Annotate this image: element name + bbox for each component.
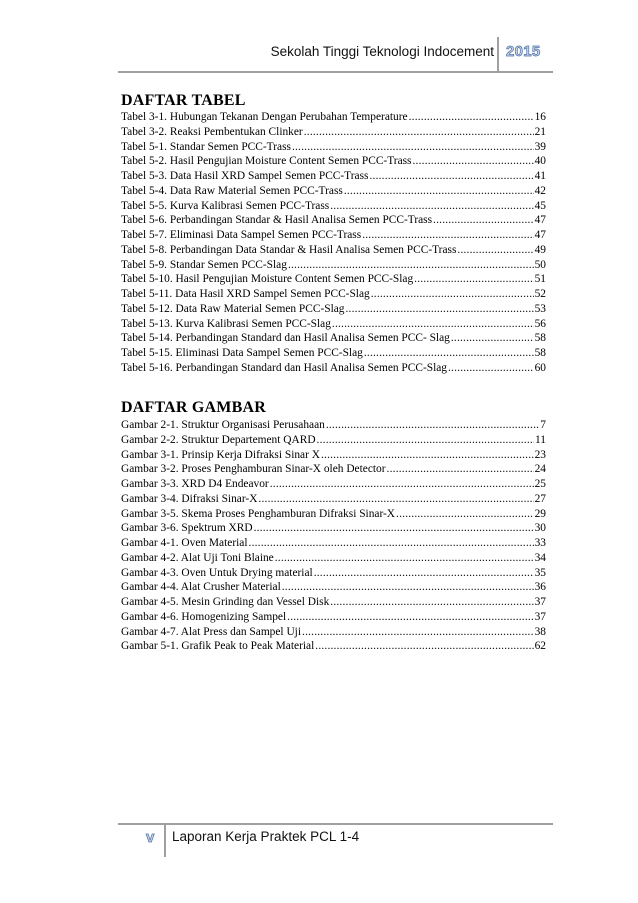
figures-list xyxy=(121,418,546,654)
toc-entry-page: 21 xyxy=(534,125,546,138)
toc-entry-label: Tabel 5-14. Perbandingan Standard dan Hasil Analisa Semen PCC- Slag xyxy=(121,332,450,345)
tables-list xyxy=(121,110,546,376)
toc-entry-page: 49 xyxy=(534,243,546,256)
toc-entry-label: Gambar 3-4. Difraksi Sinar-X xyxy=(121,492,258,505)
table-toc-entry[interactable] xyxy=(121,317,546,332)
toc-entry-label: Gambar 3-5. Skema Proses Penghamburan Difraksi Sinar-X xyxy=(121,507,396,520)
table-toc-entry[interactable] xyxy=(121,125,546,140)
toc-dot-leader xyxy=(258,492,533,507)
figure-toc-entry[interactable] xyxy=(121,521,546,536)
toc-dot-leader xyxy=(396,507,534,522)
toc-entry-label: Tabel 3-2. Reaksi Pembentukan Clinker xyxy=(121,125,303,138)
figure-toc-entry[interactable] xyxy=(121,536,546,551)
footer-divider xyxy=(164,823,166,857)
figure-toc-entry[interactable] xyxy=(121,492,546,507)
toc-entry-page: 58 xyxy=(534,332,546,345)
header-title: Sekolah Tinggi Teknologi Indocement xyxy=(270,44,494,59)
toc-dot-leader xyxy=(371,287,534,302)
toc-entry-label: Tabel 5-11. Data Hasil XRD Sampel Semen PCC-Slag xyxy=(121,288,370,300)
table-toc-entry[interactable] xyxy=(121,258,546,273)
toc-entry-label: Tabel 5-1. Standar Semen PCC-Trass xyxy=(121,140,291,153)
toc-entry-label: Tabel 5-15. Eliminasi Data Sampel Semen PCC-Slag xyxy=(121,347,363,359)
figure-toc-entry[interactable] xyxy=(121,477,546,492)
toc-entry-label: Gambar 3-3. XRD D4 Endeavor xyxy=(121,478,269,490)
tables-section-title: DAFTAR TABEL xyxy=(121,92,246,109)
table-toc-entry[interactable] xyxy=(121,243,546,258)
toc-entry-label: Tabel 5-10. Hasil Pengujian Moisture Content Semen PCC-Slag xyxy=(121,273,414,286)
toc-entry-label: Tabel 5-8. Perbandingan Data Standar & Hasil Analisa Semen PCC-Trass xyxy=(121,243,457,256)
table-toc-entry[interactable] xyxy=(121,346,546,361)
figure-toc-entry[interactable] xyxy=(121,551,546,566)
toc-dot-leader xyxy=(346,302,534,317)
toc-entry-label: Gambar 5-1. Grafik Peak to Peak Material xyxy=(121,640,315,653)
toc-entry-label: Gambar 4-1. Oven Material xyxy=(121,537,248,549)
toc-dot-leader xyxy=(344,184,534,199)
toc-entry-label: Gambar 4-5. Mesin Grinding dan Vessel Disk xyxy=(121,596,330,608)
toc-entry-page: 58 xyxy=(534,347,546,359)
toc-dot-leader xyxy=(332,317,534,332)
toc-dot-leader xyxy=(409,110,534,125)
toc-entry-label: Tabel 5-16. Perbandingan Standard dan Hasil Analisa Semen PCC-Slag xyxy=(121,361,447,374)
toc-entry-page: 45 xyxy=(534,199,546,212)
toc-dot-leader xyxy=(292,140,534,155)
toc-dot-leader xyxy=(364,346,534,361)
toc-dot-leader xyxy=(314,566,534,581)
toc-entry-label: Tabel 5-6. Perbandingan Standar & Hasil Analisa Semen PCC-Trass xyxy=(121,214,433,227)
toc-entry-page: 33 xyxy=(534,537,546,549)
toc-entry-label: Gambar 3-1. Prinsip Kerja Difraksi Sinar X xyxy=(121,448,320,461)
toc-entry-page: 29 xyxy=(534,507,546,520)
figure-toc-entry[interactable] xyxy=(121,566,546,581)
toc-entry-page: 53 xyxy=(534,302,546,315)
toc-dot-leader xyxy=(254,521,534,536)
figure-toc-entry[interactable] xyxy=(121,580,546,595)
figure-toc-entry[interactable] xyxy=(121,448,546,463)
toc-dot-leader xyxy=(413,154,534,169)
toc-entry-page: 50 xyxy=(534,258,546,271)
figure-toc-entry[interactable] xyxy=(121,625,546,640)
table-toc-entry[interactable] xyxy=(121,213,546,228)
table-toc-entry[interactable] xyxy=(121,110,546,125)
toc-entry-page: 11 xyxy=(535,433,546,446)
toc-entry-page: 24 xyxy=(534,463,546,476)
toc-dot-leader xyxy=(282,580,534,595)
toc-dot-leader xyxy=(326,418,539,433)
toc-dot-leader xyxy=(414,272,533,287)
table-toc-entry[interactable] xyxy=(121,272,546,287)
toc-entry-page: 52 xyxy=(534,288,546,300)
toc-entry-label: Tabel 5-12. Data Raw Material Semen PCC-Slag xyxy=(121,302,345,315)
figure-toc-entry[interactable] xyxy=(121,418,546,433)
toc-dot-leader xyxy=(249,536,534,551)
figures-section-title: DAFTAR GAMBAR xyxy=(121,399,266,416)
toc-entry-label: Tabel 3-1. Hubungan Tekanan Dengan Perubahan Temperature xyxy=(121,111,408,123)
header-year: 2015 xyxy=(506,43,541,60)
toc-entry-page: 34 xyxy=(534,551,546,564)
figure-toc-entry[interactable] xyxy=(121,433,546,448)
table-toc-entry[interactable] xyxy=(121,361,546,376)
toc-dot-leader xyxy=(457,243,533,258)
toc-dot-leader xyxy=(302,625,534,640)
table-toc-entry[interactable] xyxy=(121,184,546,199)
toc-dot-leader xyxy=(369,169,533,184)
toc-entry-page: 42 xyxy=(534,184,546,197)
footer-rule xyxy=(118,823,553,825)
toc-dot-leader xyxy=(451,331,534,346)
toc-entry-label: Gambar 2-1. Struktur Organisasi Perusahaan xyxy=(121,419,325,431)
table-toc-entry[interactable] xyxy=(121,302,546,317)
toc-dot-leader xyxy=(288,258,534,273)
toc-entry-page: 23 xyxy=(534,448,546,461)
figure-toc-entry[interactable] xyxy=(121,507,546,522)
toc-entry-page: 47 xyxy=(534,229,546,241)
toc-dot-leader xyxy=(315,639,533,654)
footer-page-number: v xyxy=(146,829,155,846)
toc-entry-label: Tabel 5-2. Hasil Pengujian Moisture Content Semen PCC-Trass xyxy=(121,155,412,168)
toc-entry-page: 62 xyxy=(534,640,546,653)
toc-entry-label: Tabel 5-9. Standar Semen PCC-Slag xyxy=(121,258,287,271)
toc-entry-label: Gambar 3-6. Spektrum XRD xyxy=(121,522,253,535)
toc-dot-leader xyxy=(270,477,534,492)
page-header xyxy=(0,37,638,71)
toc-entry-label: Gambar 4-2. Alat Uji Toni Blaine xyxy=(121,551,274,564)
toc-dot-leader xyxy=(448,361,534,376)
figure-toc-entry[interactable] xyxy=(121,639,546,654)
toc-dot-leader xyxy=(287,610,533,625)
toc-entry-label: Gambar 4-4. Alat Crusher Material xyxy=(121,581,281,594)
table-toc-entry[interactable] xyxy=(121,331,546,346)
toc-entry-label: Gambar 4-3. Oven Untuk Drying material xyxy=(121,566,313,579)
toc-entry-page: 16 xyxy=(534,111,546,123)
toc-dot-leader xyxy=(330,595,533,610)
toc-entry-label: Tabel 5-7. Eliminasi Data Sampel Semen PCC-Trass xyxy=(121,229,362,241)
toc-entry-page: 7 xyxy=(540,419,546,431)
toc-entry-page: 37 xyxy=(534,610,546,623)
toc-dot-leader xyxy=(275,551,534,566)
figure-toc-entry[interactable] xyxy=(121,610,546,625)
toc-entry-page: 56 xyxy=(534,317,546,330)
table-toc-entry[interactable] xyxy=(121,228,546,243)
toc-dot-leader xyxy=(433,213,534,228)
table-toc-entry[interactable] xyxy=(121,140,546,155)
toc-dot-leader xyxy=(321,448,534,463)
toc-entry-page: 40 xyxy=(534,155,546,168)
figure-toc-entry[interactable] xyxy=(121,462,546,477)
toc-dot-leader xyxy=(317,433,534,448)
footer-title: Laporan Kerja Praktek PCL 1-4 xyxy=(172,829,360,844)
toc-entry-label: Gambar 3-2. Proses Penghamburan Sinar-X oleh Detector xyxy=(121,463,386,476)
toc-entry-label: Gambar 4-7. Alat Press dan Sampel Uji xyxy=(121,625,302,638)
header-divider xyxy=(497,37,499,71)
toc-entry-page: 47 xyxy=(534,214,546,227)
toc-entry-page: 60 xyxy=(534,361,546,374)
toc-entry-page: 51 xyxy=(534,273,546,286)
figure-toc-entry[interactable] xyxy=(121,595,546,610)
toc-entry-page: 30 xyxy=(534,522,546,535)
toc-entry-page: 25 xyxy=(534,478,546,490)
toc-dot-leader xyxy=(362,228,533,243)
toc-entry-page: 37 xyxy=(534,596,546,608)
table-toc-entry[interactable] xyxy=(121,287,546,302)
toc-entry-label: Tabel 5-5. Kurva Kalibrasi Semen PCC-Trass xyxy=(121,199,330,212)
table-toc-entry[interactable] xyxy=(121,199,546,214)
toc-entry-page: 38 xyxy=(534,625,546,638)
toc-dot-leader xyxy=(304,125,534,140)
table-toc-entry[interactable] xyxy=(121,169,546,184)
table-toc-entry[interactable] xyxy=(121,154,546,169)
toc-entry-label: Tabel 5-13. Kurva Kalibrasi Semen PCC-Slag xyxy=(121,317,331,330)
toc-entry-page: 36 xyxy=(534,581,546,594)
toc-entry-page: 39 xyxy=(534,140,546,153)
toc-entry-label: Tabel 5-4. Data Raw Material Semen PCC-Trass xyxy=(121,184,343,197)
toc-dot-leader xyxy=(387,462,534,477)
header-rule xyxy=(118,71,553,73)
toc-dot-leader xyxy=(330,199,533,214)
toc-entry-label: Gambar 4-6. Homogenizing Sampel xyxy=(121,610,287,623)
toc-entry-label: Tabel 5-3. Data Hasil XRD Sampel Semen PCC-Trass xyxy=(121,170,369,182)
toc-entry-page: 35 xyxy=(534,566,546,579)
toc-entry-page: 41 xyxy=(534,170,546,182)
toc-entry-page: 27 xyxy=(534,492,546,505)
toc-entry-label: Gambar 2-2. Struktur Departement QARD xyxy=(121,433,316,446)
